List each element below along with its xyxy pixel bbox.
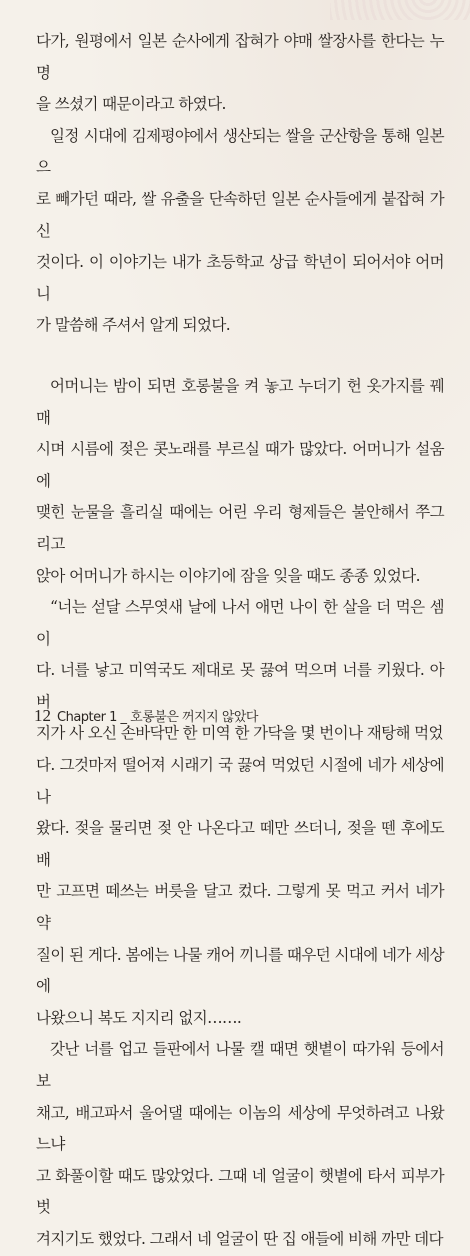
decorative-dot-pattern	[330, 0, 470, 20]
chapter-label: Chapter 1 _ 호롱불은 꺼지지 않았다	[57, 710, 258, 725]
paragraph-5: 갓난 너를 업고 들판에서 나물 캘 때면 햇볕이 따가워 등에서 보 채고, 배고파서 울어댈 때에는 이놈의 세상에 무엇하려고 나왔느냐 고 화풀이할 때도 많았었다. 그때 네 얼굴이 햇볕에 타서 피부가 벗 겨지기도 했었다. 그래서 네 얼굴이 딴 집 애들에 비해 까만 데다	[36, 1040, 444, 1248]
page-number: 12	[34, 706, 51, 725]
paragraph-1: 다가, 원평에서 일본 순사에게 잡혀가 야매 쌀장사를 한다는 누명 을 쓰셨기 때문이라고 하였다.	[36, 32, 444, 114]
body-text	[36, 26, 444, 1256]
paragraph-3: 어머니는 밤이 되면 호롱불을 켜 놓고 누더기 헌 옷가지를 꿰매 시며 시름에 젖은 콧노래를 부르실 때가 많았다. 어머니가 설움에 맺힌 눈물을 흘리실 때에는 어린 우리 형제들은 불안해서 쭈그리고 앉아 어머니가 하시는 이야기에 잠을 잊을 때도 종종 있었다.	[36, 376, 444, 585]
paragraph-2: 일정 시대에 김제평야에서 생산되는 쌀을 군산항을 통해 일본으 로 빼가던 때라, 쌀 유출을 단속하던 일본 순사들에게 붙잡혀 가신 것이다. 이 이야기는 내가 초등학교 상급 학년이 되어서야 어머니 가 말씀해 주셔서 알게 되었다.	[36, 126, 444, 335]
page-footer	[34, 706, 258, 726]
paragraph-4: “너는 섣달 스무엿새 날에 나서 애먼 나이 한 살을 더 먹은 셈이 다. 너를 낳고 미역국도 제대로 못 끓여 먹으며 너를 키웠다. 아버 지가 사 오신 손바닥만 한 미역 한 가닥을 몇 번이나 재탕해 먹었 다. 그것마저 떨어져 시래기 국 끓여 먹었던 시절에 네가 세상에 나 왔다. 젖을 물리면 젖 안 나온다고 떼만 쓰더니, 젖을 뗀 후에도 배 만 고프면 떼쓰는 버릇을 달고 컸다. 그렇게 못 먹고 커서 네가 약 질이 된 게다. 봄에는 나물 캐어 끼니를 때우던 시대에 네가 세상에 나왔으니 복도 지지리 없지…….	[36, 598, 444, 1027]
